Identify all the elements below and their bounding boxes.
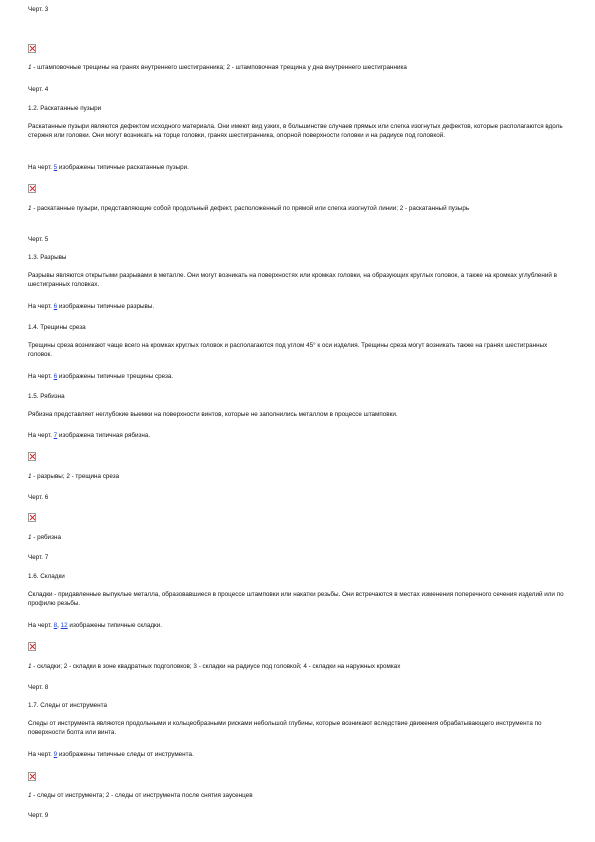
ref-text: На черт. xyxy=(28,373,54,380)
figure-link-8[interactable]: 8 xyxy=(53,622,58,629)
section-heading-1-3: 1.3. Разрывы xyxy=(28,254,67,261)
legend-number: 1 xyxy=(28,792,32,799)
figure-reference-8 xyxy=(28,622,568,631)
section-heading-1-4: 1.4. Трещины среза xyxy=(28,324,86,331)
figure-reference-9 xyxy=(28,751,568,760)
legend-text: - складки; 2 - складки в зоне квадратных подголовков; 3 - складки на радиусе под головкой; 4 - складки на наружных кромках xyxy=(31,663,401,670)
legend-number: 1 xyxy=(28,534,32,541)
ref-text: , xyxy=(57,622,61,629)
figure-legend-9 xyxy=(28,792,568,801)
ref-text: На черт. xyxy=(28,751,54,758)
figure-caption-6: Черт. 6 xyxy=(28,494,49,501)
figure-reference-5 xyxy=(28,164,568,173)
ref-text: На черт. xyxy=(28,164,54,171)
paragraph-1-6: Складки - придавленные выпуклые металла, образовавшиеся в процессе штамповки или накатки резьбы. Они встречаются в местах изменения поперечного сечения изделий или по профилю резьбы. xyxy=(28,591,564,607)
broken-image-icon xyxy=(28,452,36,461)
legend-text: - штамповочные трещины на гранях внутреннего шестигранника; 2 - штамповочная трещина у дна внутреннего шестигранника xyxy=(31,64,407,71)
figure-caption-8: Черт. 8 xyxy=(28,684,49,691)
ref-text: изображены типичные раскатанные пузыри. xyxy=(57,164,189,171)
figure-link-12[interactable]: 12 xyxy=(60,622,68,629)
figure-caption-5: Черт. 5 xyxy=(28,236,49,243)
ref-text: На черт. xyxy=(28,303,54,310)
figure-link-5[interactable]: 5 xyxy=(53,164,58,171)
paragraph-1-5: Рябизна представляет неглубокие выемки на поверхности винтов, которые не заполнились металлом в процессе штамповки. xyxy=(28,411,398,418)
figure-reference-6a xyxy=(28,303,568,312)
section-heading-1-5: 1.5. Рябизна xyxy=(28,393,65,400)
figure-link-7[interactable]: 7 xyxy=(53,432,58,439)
broken-image-icon xyxy=(28,772,36,781)
legend-text: - раскатанные пузыри, представляющие собой продольный дефект, расположенный по прямой или слегка изогнутой линии; 2 - раскатанный пузырь xyxy=(31,205,470,212)
figure-link-6[interactable]: 6 xyxy=(53,303,58,310)
broken-image-icon xyxy=(28,642,36,651)
broken-image-icon xyxy=(28,184,36,193)
figure-reference-7 xyxy=(28,432,568,441)
legend-number: 1 xyxy=(28,473,32,480)
figure-legend-6 xyxy=(28,473,568,482)
ref-text: На черт. xyxy=(28,432,54,439)
legend-text: - рябизна xyxy=(31,534,61,541)
broken-image-icon xyxy=(28,44,36,53)
figure-caption-4: Черт. 4 xyxy=(28,86,49,93)
ref-text: изображены типичные складки. xyxy=(67,622,163,629)
section-heading-1-6: 1.6. Складки xyxy=(28,573,65,580)
figure-legend-7 xyxy=(28,534,568,543)
legend-number: 1 xyxy=(28,64,32,71)
legend-text: - следы от инструмента; 2 - следы от инструмента после снятия заусенцев xyxy=(31,792,253,799)
legend-number: 1 xyxy=(28,663,32,670)
paragraph-1-2: Раскатанные пузыри являются дефектом исходного материала. Они имеют вид узких, в большинстве случаев прямых или слегка изогнутых дефектов, которые располагаются вдоль стержня или головки. Они могут возникать на торце головки, гранях шестигранника, опорной поверхности головки и на радиусе под головкой. xyxy=(28,123,563,139)
figure-legend-8 xyxy=(28,663,568,672)
legend-text: - разрывы; 2 - трещина среза xyxy=(31,473,120,480)
figure-link-6[interactable]: 6 xyxy=(53,373,58,380)
figure-caption-3: Черт. 3 xyxy=(28,6,49,13)
ref-text: изображена типичная рябизна. xyxy=(57,432,151,439)
paragraph-1-3: Разрывы являются открытыми разрывами в металле. Они могут возникать на поверхностях или кромках головки, на образующих круглых головок, а также на кромках углублений в шестигранных головках. xyxy=(28,272,557,288)
section-heading-1-7: 1.7. Следы от инструмента xyxy=(28,702,107,709)
legend-number: 1 xyxy=(28,205,32,212)
figure-caption-7: Черт. 7 xyxy=(28,554,49,561)
figure-link-9[interactable]: 9 xyxy=(53,751,58,758)
figure-legend-3 xyxy=(28,64,568,73)
figure-reference-6b xyxy=(28,373,568,382)
ref-text: изображены типичные трещины среза. xyxy=(57,373,174,380)
ref-text: изображены типичные разрывы. xyxy=(57,303,155,310)
ref-text: изображены типичные следы от инструмента. xyxy=(57,751,194,758)
ref-text: На черт. xyxy=(28,622,54,629)
paragraph-1-4: Трещины среза возникают чаще всего на кромках круглых головок и располагаются под углом 45° к оси изделия. Трещины среза могут возникать также на гранях шестигранных головок. xyxy=(28,342,548,358)
figure-caption-9: Черт. 9 xyxy=(28,812,49,819)
figure-legend-5 xyxy=(28,205,568,214)
broken-image-icon xyxy=(28,513,36,522)
paragraph-1-7: Следы от инструмента являются продольными и кольцеобразными рисками небольшой глубины, которые возникают вследствие движения обрабатывающего инструмента по поверхности болта или винта. xyxy=(28,720,542,736)
section-heading-1-2: 1.2. Раскатанные пузыри xyxy=(28,105,102,112)
